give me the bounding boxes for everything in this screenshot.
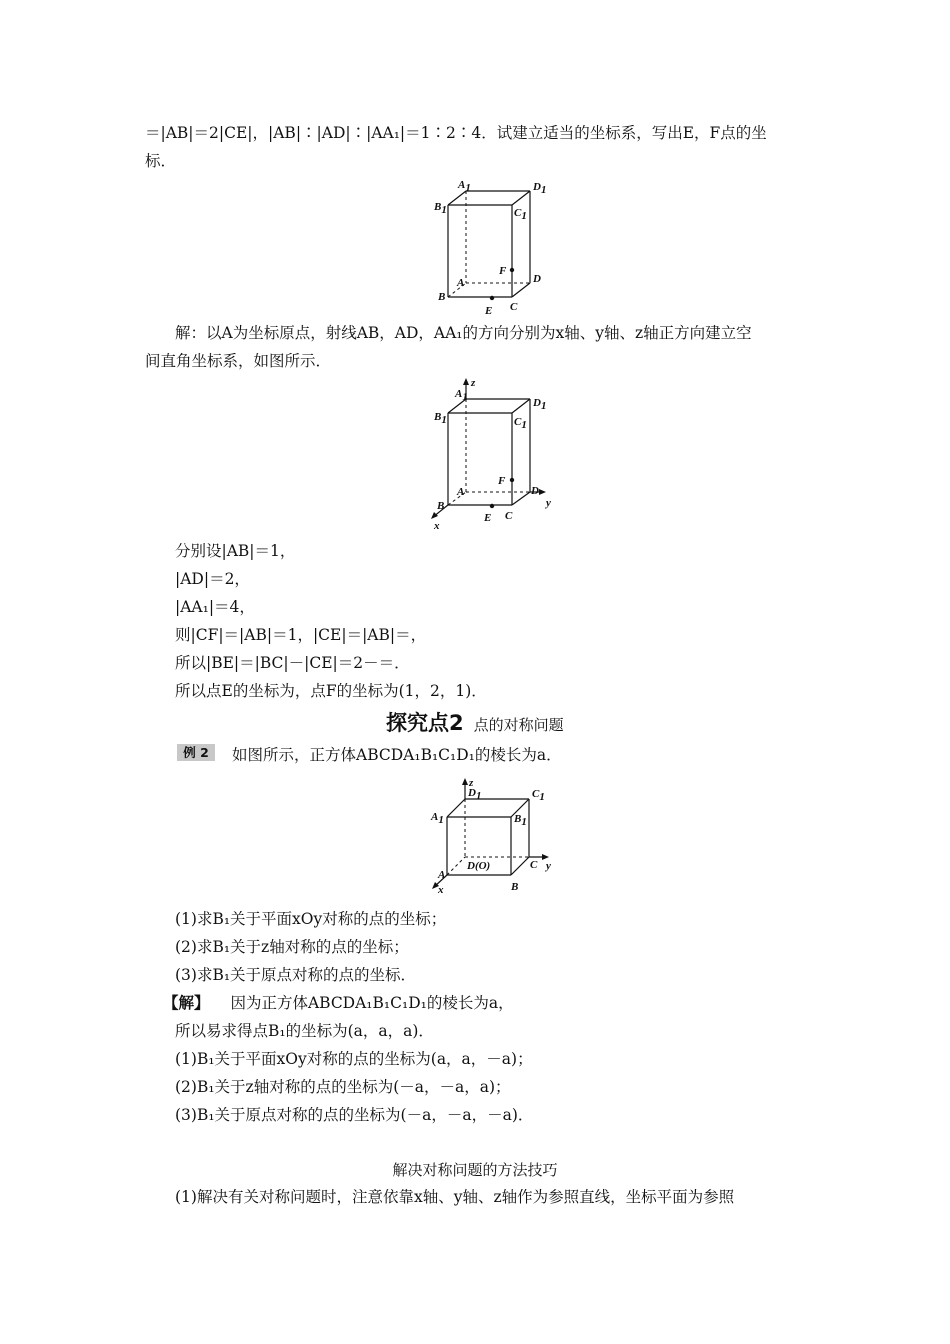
label-A-2: A	[457, 486, 465, 498]
example2-solution-intro	[163, 993, 514, 1013]
label-E: E	[485, 305, 493, 317]
label-E-2: E	[484, 512, 492, 524]
cube-label-B: B	[511, 881, 519, 893]
example2-solution-step-1: 所以易求得点B₁的坐标为(a，a，a)．	[175, 1022, 434, 1040]
label-A1: A1	[458, 179, 471, 194]
label-A: A	[457, 277, 465, 289]
axis-x: x	[434, 520, 440, 532]
section-title: 探究点2	[386, 711, 464, 735]
figure-box-1	[425, 175, 555, 317]
solution1-step-1: 分别设|AB|＝1，	[175, 542, 296, 560]
solution-intro-text: 因为正方体ABCDA₁B₁C₁D₁的棱长为a，	[230, 994, 514, 1012]
label-C: C	[510, 301, 518, 313]
cube-label-C1: C1	[532, 788, 545, 803]
cube-axis-z: z	[469, 777, 474, 789]
cube-label-A: A	[438, 869, 446, 881]
question-2: (2)求B₁关于z轴对称的点的坐标；	[175, 938, 409, 956]
label-C-2: C	[505, 510, 513, 522]
label-D1-2: D1	[533, 397, 547, 412]
figure-cube	[428, 775, 558, 895]
solution-label: 【解】	[163, 994, 210, 1012]
example2-solution-step-3: (2)B₁关于z轴对称的点的坐标为(－a，－a，a)；	[175, 1078, 511, 1096]
label-D-2: D	[531, 485, 539, 497]
axis-z: z	[471, 377, 476, 389]
cube-label-C: C	[530, 859, 538, 871]
problem-intro-line-2: 标．	[145, 152, 177, 170]
label-F: F	[499, 265, 507, 277]
solution1-step-6: 所以点E的坐标为，点F的坐标为(1，2，1)．	[175, 682, 487, 700]
solution1-step-3: |AA₁|＝4，	[175, 598, 255, 616]
example2-solution-step-4: (3)B₁关于原点对称的点的坐标为(－a，－a，－a)．	[175, 1106, 534, 1124]
cube-axis-x: x	[438, 884, 444, 895]
question-3: (3)求B₁关于原点对称的点的坐标．	[175, 966, 417, 984]
cube-label-DO: D(O)	[467, 860, 491, 872]
label-F-2: F	[498, 475, 506, 487]
label-C1: C1	[514, 207, 527, 222]
label-A1-2: A1	[455, 388, 468, 403]
label-D1: D1	[533, 181, 547, 196]
tips-title: 解决对称问题的方法技巧	[392, 1161, 558, 1179]
solution1-step-4: 则|CF|＝|AB|＝1，|CE|＝|AB|＝，	[175, 626, 427, 644]
solution1-line-1: 解：以A为坐标原点，射线AB，AD，AA₁的方向分别为x轴、y轴、z轴正方向建立空	[175, 324, 752, 342]
example-badge: 例 2	[177, 744, 215, 761]
figure-box-2	[425, 375, 560, 532]
label-B: B	[438, 291, 446, 303]
solution1-step-2: |AD|＝2，	[175, 570, 250, 588]
solution1-step-5: 所以|BE|＝|BC|－|CE|＝2－＝．	[175, 654, 410, 672]
problem-intro-line-1: ＝|AB|＝2|CE|，|AB|∶|AD|∶|AA₁|＝1∶2∶4．试建立适当的坐标系，写出E，F点的坐	[145, 124, 767, 142]
question-1: (1)求B₁关于平面xOy对称的点的坐标；	[175, 910, 447, 928]
cube-label-D1: D1	[468, 787, 482, 802]
cube-axis-y: y	[546, 860, 551, 872]
section-heading	[386, 707, 564, 737]
label-B-2: B	[437, 500, 445, 512]
tips-line-1: (1)解决有关对称问题时，注意依靠x轴、y轴、z轴作为参照直线，坐标平面为参照	[175, 1188, 735, 1206]
label-B1: B1	[434, 201, 447, 216]
label-D: D	[533, 273, 541, 285]
solution1-line-2: 间直角坐标系，如图所示．	[145, 352, 332, 370]
example2-solution-step-2: (1)B₁关于平面xOy对称的点的坐标为(a，a，－a)；	[175, 1050, 533, 1068]
cube-label-B1: B1	[514, 813, 527, 828]
label-C1-2: C1	[514, 416, 527, 431]
label-B1-2: B1	[434, 411, 447, 426]
cube-label-A1: A1	[431, 811, 444, 826]
section-subtitle: 点的对称问题	[473, 716, 564, 734]
axis-y: y	[546, 497, 551, 509]
example2-statement: 如图所示，正方体ABCDA₁B₁C₁D₁的棱长为a．	[232, 746, 562, 764]
